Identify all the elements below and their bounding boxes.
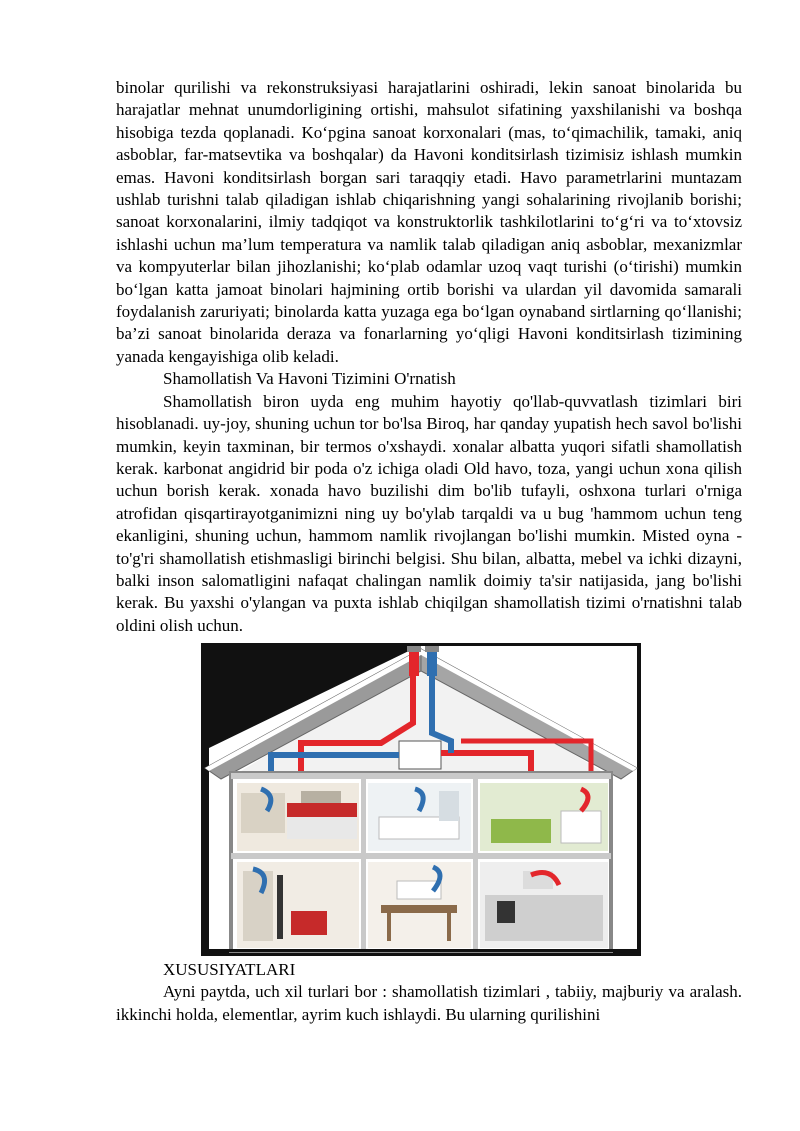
text-block-bottom — [116, 959, 742, 1026]
section-heading-ventilation: Shamollatish Va Havoni Tizimini O'rnatish — [163, 369, 456, 389]
house-ventilation-illustration — [201, 643, 641, 956]
paragraph-features: Ayni paytda, uch xil turlari bor : shamollatish tizimlari , tabiiy, majburiy va aralash. ikkinchi holda, elementlar, ayrim kuch ishlaydi. Bu ularning qurilishini — [116, 982, 742, 1024]
text-block-top — [116, 77, 742, 637]
paragraph-continuation: binolar qurilishi va rekonstruksiyasi harajatlarini oshiradi, lekin sanoat binolarida bu harajatlar mehnat unumdorligining ortishi, mahsulot sifatining yaxshilanishi va boshqa hisobiga tezda qoplanadi. Ko‘pgina sanoat korxonalari (mas, to‘qimachilik, tamaki, aniq asboblar, far-matsevtika va boshqalar) da Havoni konditsirlash tizimisiz ishlash mumkin emas. Havoni konditsirlash borgan sari taraqqiy etadi. Havo parametrlarini muntazam ushlab turishni talab qiladigan ishlab chiqarishning yangi sohalarining rivojlanib borishi; sanoat korxonalarini, ilmiy tadqiqot va konstruktorlik tashkilotlarini to‘g‘ri va to‘xtovsiz ishlashi uchun ma’lum temperatura va namlik talab qiladigan aniq asboblar, mexanizmlar va kompyuterlar bilan jihozlanishi; ko‘plab odamlar uzoq vaqt turishi (o‘tirishi) mumkin bo‘lgan katta jamoat binolari hajmining ortib borishi va ulardan yil davomida samarali foydalanish zaruriyati; binolarda katta yuzaga ega bo‘lgan oynaband sirtlarning qo‘llanishi; ba’zi sanoat binolarida deraza va fonarlarning yo‘qligi Havoni konditsirlash tizimining yanada kengayishiga olib keladi. — [116, 78, 742, 366]
paragraph-ventilation: Shamollatish biron uyda eng muhim hayotiy qo'llab-quvvatlash tizimlari biri hisoblanadi. uy-joy, shuning uchun tor bo'lsa Biroq, har qanday yupatish hech savol bo'lishi mumkin, keyin taxminan, bir termos o'xshaydi. xonalar albatta yuqori sifatli shamollatish kerak. karbonat angidrid bir poda o'z ichiga oladi Old havo, toza, yangi uchun xona qilish uchun borish kerak. xonada havo buzilishi dim bo'lib tufayli, oshxona turlari o'rniga atrofidan qisqartirayotganimizni ning uy bo'ylab tarqaldi va u bug 'hammom uchun teng ekanligini, shuning uchun, hammom namlik rivojlangan bo'lishi mumkin. Misted oyna - to'g'ri shamollatish etishmasligi birinchi belgisi. Shu bilan, albatta, mebel va ichki dizayni, balki inson salomatligini nafaqat chalingan namlik doimiy ta'sir natijasida, jang bo'lishi kerak. Bu yaxshi o'ylangan va puxta ishlab chiqilgan shamollatish tizimi o'rnatishni talab oldini olish uchun. — [116, 391, 742, 635]
section-heading-features: XUSUSIYATLARI — [163, 960, 296, 979]
